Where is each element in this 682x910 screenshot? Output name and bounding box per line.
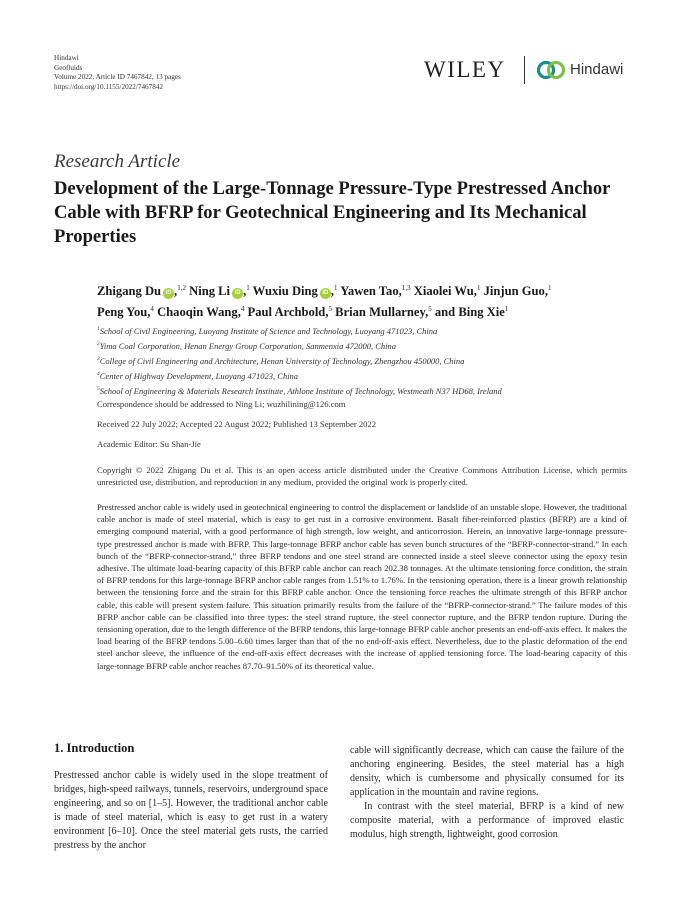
affiliation-number: 3 bbox=[97, 356, 100, 363]
intro-paragraph-2: In contrast with the steel material, BFRP is a kind of new composite material, with a performance of improved elastic modulus, high strength, lightweight, good corrosion bbox=[350, 801, 624, 840]
author-separator: , bbox=[147, 305, 151, 320]
author-separator: , bbox=[237, 305, 241, 320]
author-name-text: and Bing Xie bbox=[434, 305, 505, 320]
author-affiliation-mark: 1 bbox=[548, 284, 552, 292]
affiliation-text: Center of Highway Development, Luoyang 471023, China bbox=[99, 370, 299, 381]
orcid-icon[interactable]: iD bbox=[163, 288, 174, 299]
author-separator: , bbox=[425, 305, 429, 320]
affiliation-item bbox=[97, 368, 502, 383]
author-name bbox=[414, 284, 481, 298]
author-affiliation-mark: 1 bbox=[246, 284, 250, 292]
author-name-text: Yawen Tao bbox=[340, 284, 399, 299]
author-affiliation-mark: 4 bbox=[240, 305, 245, 314]
author-name-text: Peng You bbox=[97, 305, 148, 320]
intro-paragraph-1-continued: cable will significantly decrease, which can cause the failure of the anchoring engineering. Besides, the steel material has a high density, which is cumbersome and physically consumed for its application in the mountain and ravine regions. bbox=[350, 745, 624, 798]
copyright-notice: Copyright © 2022 Zhigang Du et al. This is an open access article distributed under the Creative Commons Attribution License, which permits unrestricted use, distribution, and reproduction in any medium, provided the original work is properly cited. bbox=[97, 465, 627, 488]
author-name bbox=[435, 305, 509, 319]
affiliation-item bbox=[97, 323, 502, 338]
author-name-text: Paul Archbold bbox=[247, 305, 326, 320]
author-separator: , bbox=[398, 284, 402, 299]
article-type: Research Article bbox=[54, 151, 181, 172]
author-name bbox=[248, 305, 332, 319]
author-separator: , bbox=[544, 284, 549, 299]
wiley-logo: WILEY bbox=[424, 57, 506, 82]
affiliation-item bbox=[97, 353, 502, 368]
author-name bbox=[97, 305, 154, 319]
author-separator: , bbox=[243, 284, 247, 299]
academic-editor: Academic Editor: Su Shan-Jie bbox=[97, 439, 201, 449]
author-affiliation-mark: 1,2 bbox=[177, 284, 186, 292]
author-separator: , bbox=[325, 305, 329, 320]
author-name bbox=[97, 284, 186, 298]
affiliation-item bbox=[97, 383, 502, 398]
affiliation-number: 1 bbox=[97, 326, 100, 332]
intro-right-column bbox=[350, 744, 624, 842]
author-affiliation-mark: 5 bbox=[428, 305, 432, 314]
author-name-text: Chaoqin Wang bbox=[157, 305, 238, 320]
author-name-text: Wuxiu Ding bbox=[252, 284, 318, 299]
hindawi-wordmark: Hindawi bbox=[570, 61, 624, 78]
affiliation-text: Yima Coal Corporation, Henan Energy Group Corporation, Sanmenxia 472000, China bbox=[99, 340, 396, 351]
publisher-line: Hindawi bbox=[54, 54, 79, 62]
author-list bbox=[97, 279, 617, 321]
author-affiliation-mark: 5 bbox=[328, 305, 332, 314]
affiliation-number: 4 bbox=[97, 371, 100, 378]
author-name bbox=[189, 284, 250, 298]
author-name bbox=[335, 305, 432, 319]
orcid-icon[interactable]: iD bbox=[320, 288, 331, 299]
author-name bbox=[484, 284, 552, 298]
article-title: Development of the Large-Tonnage Pressure-Type Prestressed Anchor Cable with BFRP for Geotechnical Engineering and Its Mechanical Properties bbox=[54, 178, 611, 247]
author-affiliation-mark: 1 bbox=[476, 284, 481, 292]
correspondence: Correspondence should be addressed to Ning Li; wuzhilining@126.com bbox=[97, 399, 346, 409]
author-name-text: Ning Li bbox=[189, 284, 231, 299]
author-affiliation-mark: 1 bbox=[334, 284, 338, 292]
intro-left-column bbox=[54, 769, 328, 853]
author-affiliation-mark: 1,3 bbox=[401, 284, 411, 292]
affiliation-number: 2 bbox=[97, 341, 100, 348]
volume-line: Volume 2022, Article ID 7467842, 13 pages bbox=[54, 73, 181, 82]
affiliation-list bbox=[97, 323, 502, 398]
hindawi-logo-icon bbox=[536, 59, 566, 81]
logo-divider bbox=[524, 56, 525, 84]
journal-name: Geofluids bbox=[54, 63, 83, 72]
author-name bbox=[157, 305, 244, 319]
section-heading-introduction: 1. Introduction bbox=[54, 741, 135, 755]
author-name-text: Jinjun Guo bbox=[483, 284, 545, 299]
intro-paragraph-1: Prestressed anchor cable is widely used in the slope treatment of bridges, high-speed railways, tunnels, reservoirs, underground space engineering, and so on [1–5]. However, the traditional anchor cable is made of steel material, which is easy to get rust in a watery environment [6–10]. Once the steel material gets rusts, the carried prestress by the anchor bbox=[54, 770, 328, 851]
author-affiliation-mark: 4 bbox=[150, 305, 154, 314]
author-name bbox=[253, 284, 338, 298]
affiliation-text: School of Civil Engineering, Luoyang Institute of Science and Technology, Luoyang 471023, China bbox=[99, 325, 438, 336]
author-name-text: Brian Mullarney bbox=[335, 305, 426, 320]
author-name-text: Zhigang Du bbox=[97, 284, 162, 299]
orcid-icon[interactable]: iD bbox=[232, 288, 243, 299]
received-dates: Received 22 July 2022; Accepted 22 August 2022; Published 13 September 2022 bbox=[97, 419, 377, 429]
abstract: Prestressed anchor cable is widely used in geotechnical engineering to control the displacement or landslide of an unstable slope. However, the traditional cable anchor is made of steel material, which is easy to get rust in a corrosive environment. Basalt fiber-reinforced plastics (BFRP) are a kind of emerging compound material, with a good performance of high strength, low weight, and anticorrosion. Herein, an innovative large-tonnage pressure-type prestressed anchor is made with BFRP. This large-tonnage BFRP anchor cable has seven bunch structures of the “BFRP-connector-strand.” In each bunch of the “BFRP-connector-strand,” three BFRP tendons and one steel strand are connected inside a steel sleeve connector using the epoxy resin adhesive. The ultimate load-bearing capacity of this BFRP cable anchor can reach 202.38 tonnages. At the ultimate tensioning force condition, the strain of BFRP tendons for this large-tonnage BFRP anchor cable ranges from 1.51% to 1.76%. In the tensioning operation, there is a linear growth relationship between the tensioning force and the strain for this BFRP cable anchor. Once the tensioning force reaches the ultimate strength of this BFRP anchor cable, this cable will present system failure. This situation primarily results from the failure of the “BFRP-connector-strand.” The failure modes of this BFRP anchor cable can be classified into three types: the steel strand rupture, the steel connector rupture, and the BFRP tendon rupture. During the tensioning operation, due to the length difference of the BFRP tendons, this large-tonnage BFRP cable anchor presents an end-off-axis effect. It makes the load bearing of the BFRP tendons 5.00–6.60 times larger than that of the no end-off-axis effect. Nevertheless, due to the plastic deformation of the end steel anchor sleeve, the influence of the end-off-axis effect decreases with the increase of applied tensioning force. The load-bearing capacity of this large-tonnage BFRP cable anchor reaches 87.70–91.50% of its theoretical value. bbox=[97, 502, 627, 671]
author-separator: , bbox=[174, 284, 178, 299]
affiliation-item bbox=[97, 338, 502, 353]
author-affiliation-mark: 1 bbox=[504, 305, 509, 314]
doi-link[interactable]: https://doi.org/10.1155/2022/7467842 bbox=[54, 82, 164, 91]
affiliation-text: School of Engineering & Materials Research Institute, Athlone Institute of Technology, Westmeath N37 HD68, Ireland bbox=[99, 385, 502, 396]
author-name-text: Xiaolei Wu bbox=[413, 284, 474, 299]
affiliation-text: College of Civil Engineering and Architecture, Henan University of Technology, Zhengzhou 450000, China bbox=[99, 355, 465, 366]
journal-meta bbox=[54, 54, 181, 92]
author-separator: , bbox=[330, 284, 335, 299]
affiliation-number: 5 bbox=[97, 386, 100, 393]
author-separator: , bbox=[473, 284, 477, 299]
author-name bbox=[340, 284, 410, 298]
